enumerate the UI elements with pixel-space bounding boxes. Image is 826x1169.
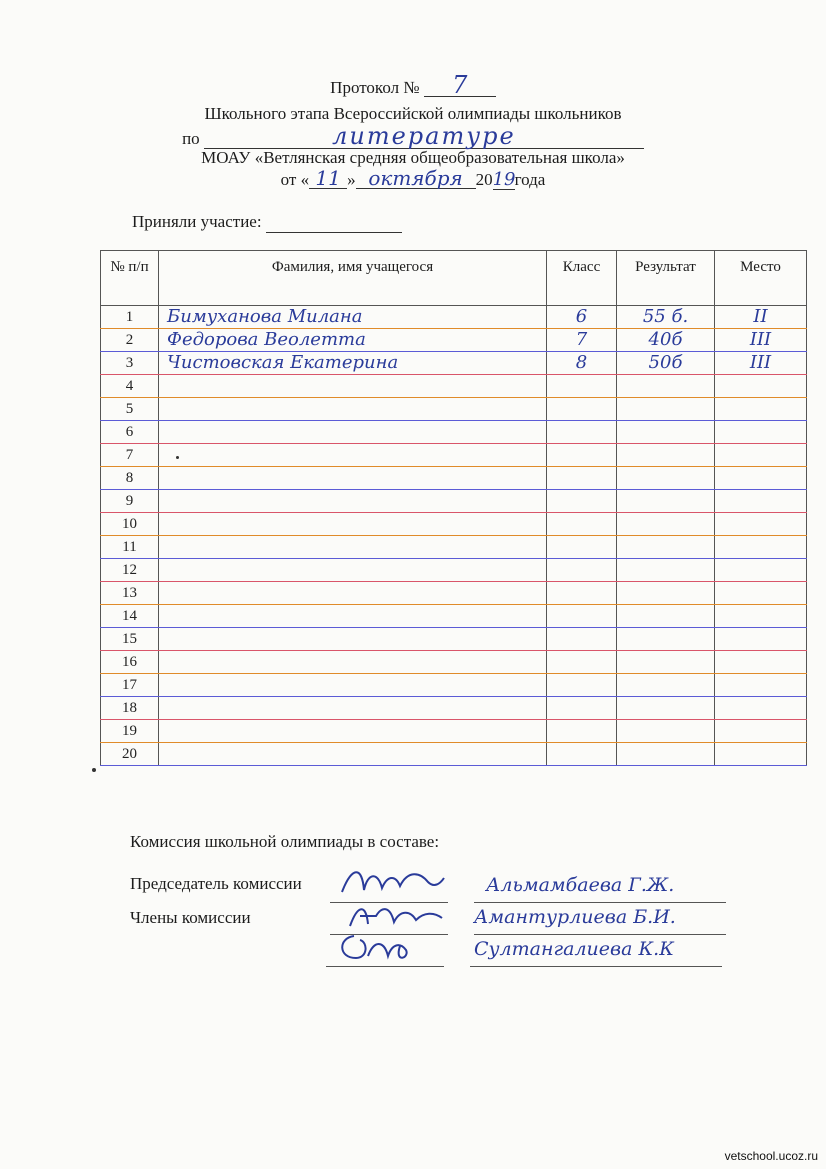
student-place <box>715 559 807 582</box>
student-result <box>617 398 715 421</box>
student-place <box>715 421 807 444</box>
student-name <box>159 559 547 582</box>
student-place <box>715 605 807 628</box>
speck-mark <box>92 768 96 772</box>
date-sep: » <box>347 170 356 189</box>
student-result <box>617 674 715 697</box>
student-name <box>159 513 547 536</box>
student-name <box>159 605 547 628</box>
student-result <box>617 375 715 398</box>
table-row <box>101 559 807 582</box>
row-number: 4 <box>101 375 159 398</box>
members-label: Члены комиссии <box>130 908 251 927</box>
date-year: 19 <box>492 169 516 190</box>
student-name: Федорова Веолетта <box>159 329 547 352</box>
student-place <box>715 582 807 605</box>
row-number: 14 <box>101 605 159 628</box>
student-name <box>159 674 547 697</box>
row-number: 7 <box>101 444 159 467</box>
date-suffix: года <box>514 170 546 189</box>
row-number: 17 <box>101 674 159 697</box>
student-result <box>617 513 715 536</box>
date-prefix: от « <box>280 170 310 189</box>
student-result <box>617 559 715 582</box>
col-header-place: Место <box>715 251 807 306</box>
student-name <box>159 467 547 490</box>
student-grade <box>547 605 617 628</box>
row-number: 13 <box>101 582 159 605</box>
table-row <box>101 582 807 605</box>
chair-signature <box>338 862 448 902</box>
col-header-name: Фамилия, имя учащегося <box>159 251 547 306</box>
student-result <box>617 490 715 513</box>
row-number: 12 <box>101 559 159 582</box>
row-number: 11 <box>101 536 159 559</box>
student-name: Бимуханова Милана <box>159 306 547 329</box>
participants-label: Приняли участие: <box>132 212 262 231</box>
row-number: 18 <box>101 697 159 720</box>
table-row <box>101 651 807 674</box>
student-name <box>159 444 547 467</box>
table-row <box>101 398 807 421</box>
row-number: 2 <box>101 329 159 352</box>
student-place <box>715 490 807 513</box>
row-number: 3 <box>101 352 159 375</box>
student-result <box>617 743 715 766</box>
table-row <box>101 444 807 467</box>
participants-line <box>132 212 402 233</box>
table-row <box>101 467 807 490</box>
student-name <box>159 398 547 421</box>
row-number: 9 <box>101 490 159 513</box>
student-grade <box>547 444 617 467</box>
table-row <box>101 536 807 559</box>
student-grade: 8 <box>547 352 617 375</box>
student-name <box>159 582 547 605</box>
student-name <box>159 421 547 444</box>
table-row <box>101 743 807 766</box>
table-row <box>101 628 807 651</box>
table-row <box>101 490 807 513</box>
student-name <box>159 743 547 766</box>
table-row <box>101 329 807 352</box>
student-place <box>715 651 807 674</box>
source-footer: vetschool.ucoz.ru <box>724 1149 818 1163</box>
row-number: 6 <box>101 421 159 444</box>
row-number: 20 <box>101 743 159 766</box>
protocol-label: Протокол № <box>330 78 420 97</box>
row-number: 8 <box>101 467 159 490</box>
student-result <box>617 720 715 743</box>
student-place: II <box>715 306 807 329</box>
subject-prefix: по <box>182 129 200 148</box>
student-place: III <box>715 352 807 375</box>
table-row <box>101 720 807 743</box>
student-place: III <box>715 329 807 352</box>
student-place <box>715 628 807 651</box>
row-number: 16 <box>101 651 159 674</box>
row-number: 19 <box>101 720 159 743</box>
member2-name: Султангалиева К.К <box>474 938 674 960</box>
student-name <box>159 375 547 398</box>
member2-signature <box>334 928 434 968</box>
student-place <box>715 398 807 421</box>
protocol-title <box>0 71 826 99</box>
student-grade <box>547 375 617 398</box>
table-row <box>101 375 807 398</box>
student-place <box>715 513 807 536</box>
student-grade <box>547 628 617 651</box>
student-place <box>715 720 807 743</box>
col-header-number: № п/п <box>101 251 159 306</box>
student-result: 40б <box>617 329 715 352</box>
speck-mark <box>176 456 179 459</box>
date-month: октября <box>356 168 476 189</box>
student-grade <box>547 490 617 513</box>
student-result <box>617 628 715 651</box>
student-name <box>159 651 547 674</box>
student-name: Чистовская Екатерина <box>159 352 547 375</box>
student-result <box>617 582 715 605</box>
student-result <box>617 444 715 467</box>
student-result <box>617 605 715 628</box>
student-name <box>159 536 547 559</box>
results-table <box>100 250 807 766</box>
subject-value: литературе <box>204 124 644 149</box>
student-result: 50б <box>617 352 715 375</box>
school-name: МОАУ «Ветлянская средняя общеобразовательная школа» <box>201 148 625 167</box>
student-result <box>617 467 715 490</box>
student-grade <box>547 743 617 766</box>
student-grade <box>547 513 617 536</box>
student-grade <box>547 421 617 444</box>
student-grade: 7 <box>547 329 617 352</box>
student-grade <box>547 467 617 490</box>
student-result <box>617 651 715 674</box>
student-grade <box>547 720 617 743</box>
chair-label: Председатель комиссии <box>130 874 302 893</box>
row-number: 10 <box>101 513 159 536</box>
student-grade <box>547 674 617 697</box>
table-row <box>101 697 807 720</box>
row-number: 5 <box>101 398 159 421</box>
commission-title: Комиссия школьной олимпиады в составе: <box>130 832 440 851</box>
student-name <box>159 720 547 743</box>
table-row <box>101 352 807 375</box>
student-grade <box>547 697 617 720</box>
table-row <box>101 674 807 697</box>
student-grade <box>547 559 617 582</box>
member1-name: Амантурлиева Б.И. <box>474 906 676 928</box>
student-place <box>715 444 807 467</box>
date-day: 11 <box>309 168 347 189</box>
row-number: 1 <box>101 306 159 329</box>
participants-blank <box>266 212 402 233</box>
chair-name: Альмамбаева Г.Ж. <box>486 874 675 896</box>
table-row <box>101 306 807 329</box>
student-grade <box>547 398 617 421</box>
student-name <box>159 490 547 513</box>
student-result <box>617 421 715 444</box>
student-name <box>159 697 547 720</box>
student-place <box>715 467 807 490</box>
col-header-result: Результат <box>617 251 715 306</box>
student-grade <box>547 536 617 559</box>
student-name <box>159 628 547 651</box>
student-grade: 6 <box>547 306 617 329</box>
protocol-number: 7 <box>424 74 496 97</box>
row-number: 15 <box>101 628 159 651</box>
student-place <box>715 743 807 766</box>
student-result <box>617 536 715 559</box>
date-year-prefix: 20 <box>475 170 493 189</box>
table-row <box>101 605 807 628</box>
student-grade <box>547 651 617 674</box>
student-result: 55 б. <box>617 306 715 329</box>
subject-line <box>0 124 826 149</box>
olympiad-subtitle: Школьного этапа Всероссийской олимпиады школьников <box>204 104 622 123</box>
col-header-grade: Класс <box>547 251 617 306</box>
table-row <box>101 513 807 536</box>
student-place <box>715 674 807 697</box>
student-place <box>715 697 807 720</box>
date-line <box>0 168 826 190</box>
student-place <box>715 375 807 398</box>
student-grade <box>547 582 617 605</box>
table-row <box>101 421 807 444</box>
student-place <box>715 536 807 559</box>
student-result <box>617 697 715 720</box>
table-header-row <box>101 251 807 306</box>
